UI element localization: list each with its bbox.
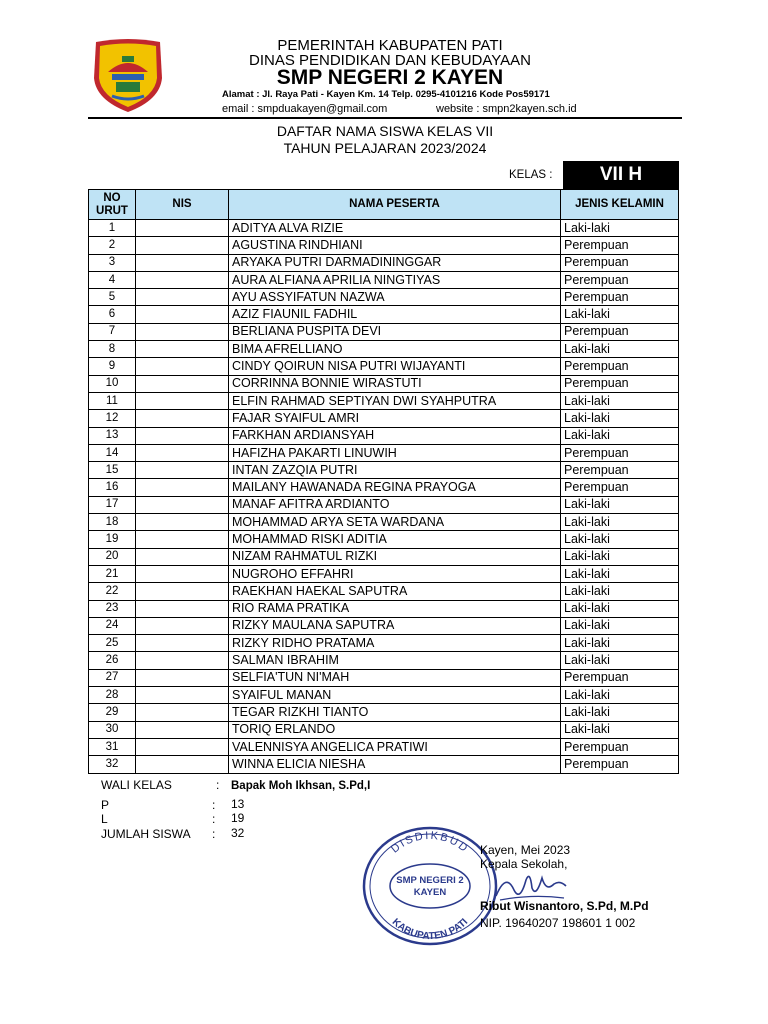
table-row	[89, 392, 679, 409]
table-row	[89, 496, 679, 513]
row-student-name: MOHAMMAD ARYA SETA WARDANA	[229, 514, 561, 531]
row-student-name: SELFIA'TUN NI'MAH	[229, 669, 561, 686]
row-nis	[136, 358, 229, 375]
row-gender: Laki-laki	[561, 721, 679, 738]
school-email[interactable]: email : smpduakayen@gmail.com	[222, 103, 388, 115]
table-row	[89, 756, 679, 773]
row-student-name: MAILANY HAWANADA REGINA PRAYOGA	[229, 479, 561, 496]
col-header-nis: NIS	[136, 190, 229, 220]
row-nis	[136, 738, 229, 755]
row-gender: Laki-laki	[561, 531, 679, 548]
class-label: KELAS :	[509, 169, 553, 181]
row-nis	[136, 323, 229, 340]
row-number: 2	[89, 237, 136, 254]
row-student-name: FARKHAN ARDIANSYAH	[229, 427, 561, 444]
row-number: 22	[89, 583, 136, 600]
homeroom-colon: :	[216, 778, 220, 792]
row-gender: Laki-laki	[561, 687, 679, 704]
row-nis	[136, 756, 229, 773]
row-nis	[136, 427, 229, 444]
row-number: 10	[89, 375, 136, 392]
row-student-name: AURA ALFIANA APRILIA NINGTIYAS	[229, 271, 561, 288]
row-student-name: AYU ASSYIFATUN NAZWA	[229, 289, 561, 306]
row-number: 7	[89, 323, 136, 340]
row-student-name: ADITYA ALVA RIZIE	[229, 220, 561, 237]
row-student-name: NUGROHO EFFAHRI	[229, 565, 561, 582]
row-number: 12	[89, 410, 136, 427]
row-student-name: BIMA AFRELLIANO	[229, 341, 561, 358]
row-number: 11	[89, 392, 136, 409]
table-row	[89, 565, 679, 582]
row-student-name: SALMAN IBRAHIM	[229, 652, 561, 669]
row-nis	[136, 220, 229, 237]
row-nis	[136, 721, 229, 738]
table-row	[89, 254, 679, 271]
regency-logo	[86, 38, 170, 114]
table-row	[89, 721, 679, 738]
row-nis	[136, 583, 229, 600]
row-gender: Laki-laki	[561, 341, 679, 358]
principal-name: Ribut Wisnantoro, S.Pd, M.Pd	[480, 899, 649, 913]
row-number: 20	[89, 548, 136, 565]
row-gender: Laki-laki	[561, 617, 679, 634]
table-row	[89, 358, 679, 375]
school-name: SMP NEGERI 2 KAYEN	[276, 66, 504, 89]
row-student-name: CORRINNA BONNIE WIRASTUTI	[229, 375, 561, 392]
row-gender: Perempuan	[561, 738, 679, 755]
table-row	[89, 427, 679, 444]
row-number: 6	[89, 306, 136, 323]
row-number: 23	[89, 600, 136, 617]
row-gender: Perempuan	[561, 289, 679, 306]
table-row	[89, 410, 679, 427]
row-gender: Laki-laki	[561, 565, 679, 582]
government-name: PEMERINTAH KABUPATEN PATI	[277, 37, 503, 54]
table-row	[89, 444, 679, 461]
row-gender: Perempuan	[561, 323, 679, 340]
row-gender: Laki-laki	[561, 392, 679, 409]
row-gender: Perempuan	[561, 358, 679, 375]
row-number: 27	[89, 669, 136, 686]
homeroom-teacher: Bapak Moh Ikhsan, S.Pd,I	[231, 780, 371, 792]
row-number: 14	[89, 444, 136, 461]
row-nis	[136, 548, 229, 565]
row-student-name: RIZKY RIDHO PRATAMA	[229, 635, 561, 652]
row-nis	[136, 704, 229, 721]
total-students-label: JUMLAH SISWA	[101, 827, 191, 841]
col-header-gender: JENIS KELAMIN	[561, 190, 679, 220]
principal-position: Kepala Sekolah,	[480, 857, 568, 871]
row-number: 25	[89, 635, 136, 652]
school-address: Alamat : Jl. Raya Pati - Kayen Km. 14 Telp. 0295-4101216 Kode Pos59171	[222, 89, 550, 100]
table-row	[89, 600, 679, 617]
header-divider	[88, 117, 682, 119]
row-number: 4	[89, 271, 136, 288]
table-row	[89, 669, 679, 686]
row-student-name: TEGAR RIZKHI TIANTO	[229, 704, 561, 721]
row-number: 9	[89, 358, 136, 375]
male-count: 19	[231, 811, 245, 825]
male-count-label: L	[101, 812, 108, 826]
col-header-name: NAMA PESERTA	[229, 190, 561, 220]
row-number: 8	[89, 341, 136, 358]
female-count: 13	[231, 797, 245, 811]
row-number: 21	[89, 565, 136, 582]
row-nis	[136, 289, 229, 306]
row-student-name: AZIZ FIAUNIL FADHIL	[229, 306, 561, 323]
row-nis	[136, 531, 229, 548]
row-gender: Laki-laki	[561, 652, 679, 669]
table-row	[89, 704, 679, 721]
row-gender: Perempuan	[561, 479, 679, 496]
row-student-name: WINNA ELICIA NIESHA	[229, 756, 561, 773]
contact-line	[222, 103, 602, 115]
row-gender: Perempuan	[561, 669, 679, 686]
stamp-center-line1: SMP NEGERI 2	[396, 875, 464, 886]
stamp-top-text: DISDIKBUD	[388, 829, 472, 856]
table-row	[89, 617, 679, 634]
col-header-no: NO URUT	[89, 190, 136, 220]
row-nis	[136, 444, 229, 461]
row-gender: Perempuan	[561, 756, 679, 773]
row-gender: Laki-laki	[561, 704, 679, 721]
total-students: 32	[231, 826, 245, 840]
row-student-name: FAJAR SYAIFUL AMRI	[229, 410, 561, 427]
row-student-name: MANAF AFITRA ARDIANTO	[229, 496, 561, 513]
table-row	[89, 548, 679, 565]
row-nis	[136, 496, 229, 513]
stamp-bottom-text: KABUPATEN PATI	[389, 916, 471, 943]
row-number: 15	[89, 462, 136, 479]
row-number: 26	[89, 652, 136, 669]
row-gender: Laki-laki	[561, 583, 679, 600]
row-gender: Laki-laki	[561, 496, 679, 513]
row-student-name: RIO RAMA PRATIKA	[229, 600, 561, 617]
table-row	[89, 738, 679, 755]
row-number: 17	[89, 496, 136, 513]
row-gender: Perempuan	[561, 237, 679, 254]
row-nis	[136, 341, 229, 358]
row-student-name: ELFIN RAHMAD SEPTIYAN DWI SYAHPUTRA	[229, 392, 561, 409]
row-number: 19	[89, 531, 136, 548]
table-row	[89, 289, 679, 306]
row-nis	[136, 254, 229, 271]
stamp-center-line2: KAYEN	[413, 887, 447, 898]
academic-year: TAHUN PELAJARAN 2023/2024	[283, 140, 487, 156]
row-number: 13	[89, 427, 136, 444]
row-gender: Laki-laki	[561, 410, 679, 427]
row-nis	[136, 617, 229, 634]
row-student-name: BERLIANA PUSPITA DEVI	[229, 323, 561, 340]
row-number: 31	[89, 738, 136, 755]
row-number: 24	[89, 617, 136, 634]
row-gender: Perempuan	[561, 462, 679, 479]
row-number: 30	[89, 721, 136, 738]
row-number: 28	[89, 687, 136, 704]
table-row	[89, 220, 679, 237]
male-count-colon: :	[212, 812, 216, 826]
row-nis	[136, 600, 229, 617]
row-gender: Laki-laki	[561, 600, 679, 617]
signing-place-date: Kayen, Mei 2023	[480, 843, 571, 857]
table-row	[89, 652, 679, 669]
row-nis	[136, 271, 229, 288]
row-gender: Laki-laki	[561, 635, 679, 652]
row-student-name: ARYAKA PUTRI DARMADININGGAR	[229, 254, 561, 271]
row-student-name: NIZAM RAHMATUL RIZKI	[229, 548, 561, 565]
principal-nip: NIP. 19640207 198601 1 002	[480, 916, 636, 930]
row-gender: Perempuan	[561, 254, 679, 271]
table-row	[89, 237, 679, 254]
row-number: 1	[89, 220, 136, 237]
table-row	[89, 531, 679, 548]
row-nis	[136, 410, 229, 427]
row-number: 32	[89, 756, 136, 773]
row-student-name: SYAIFUL MANAN	[229, 687, 561, 704]
row-gender: Laki-laki	[561, 220, 679, 237]
department-name: DINAS PENDIDIKAN DAN KEBUDAYAAN	[248, 52, 531, 69]
row-nis	[136, 514, 229, 531]
row-gender: Perempuan	[561, 271, 679, 288]
row-student-name: RAEKHAN HAEKAL SAPUTRA	[229, 583, 561, 600]
table-row	[89, 323, 679, 340]
document-title: DAFTAR NAMA SISWA KELAS VII	[276, 123, 494, 139]
row-nis	[136, 375, 229, 392]
row-nis	[136, 669, 229, 686]
row-student-name: TORIQ ERLANDO	[229, 721, 561, 738]
school-website[interactable]: website : smpn2kayen.sch.id	[436, 103, 577, 115]
row-student-name: RIZKY MAULANA SAPUTRA	[229, 617, 561, 634]
table-row	[89, 687, 679, 704]
row-gender: Perempuan	[561, 444, 679, 461]
table-row	[89, 514, 679, 531]
row-student-name: MOHAMMAD RISKI ADITIA	[229, 531, 561, 548]
row-student-name: AGUSTINA RINDHIANI	[229, 237, 561, 254]
row-number: 5	[89, 289, 136, 306]
row-gender: Laki-laki	[561, 306, 679, 323]
table-header-row	[89, 190, 679, 220]
row-gender: Laki-laki	[561, 427, 679, 444]
row-student-name: VALENNISYA ANGELICA PRATIWI	[229, 738, 561, 755]
total-students-colon: :	[212, 827, 216, 841]
row-number: 18	[89, 514, 136, 531]
table-row	[89, 583, 679, 600]
row-student-name: INTAN ZAZQIA PUTRI	[229, 462, 561, 479]
row-nis	[136, 462, 229, 479]
row-number: 3	[89, 254, 136, 271]
row-gender: Laki-laki	[561, 548, 679, 565]
row-nis	[136, 635, 229, 652]
table-row	[89, 306, 679, 323]
table-row	[89, 341, 679, 358]
row-nis	[136, 687, 229, 704]
school-stamp	[360, 825, 500, 947]
row-gender: Laki-laki	[561, 514, 679, 531]
class-value: VII H	[563, 161, 679, 189]
row-gender: Perempuan	[561, 375, 679, 392]
row-nis	[136, 237, 229, 254]
row-nis	[136, 392, 229, 409]
row-number: 29	[89, 704, 136, 721]
row-nis	[136, 479, 229, 496]
table-row	[89, 479, 679, 496]
row-nis	[136, 565, 229, 582]
student-table	[88, 189, 679, 774]
row-student-name: HAFIZHA PAKARTI LINUWIH	[229, 444, 561, 461]
table-row	[89, 375, 679, 392]
table-row	[89, 462, 679, 479]
table-row	[89, 271, 679, 288]
row-number: 16	[89, 479, 136, 496]
female-count-colon: :	[212, 798, 216, 812]
row-nis	[136, 652, 229, 669]
table-row	[89, 635, 679, 652]
homeroom-label: WALI KELAS	[101, 778, 172, 792]
row-nis	[136, 306, 229, 323]
row-student-name: CINDY QOIRUN NISA PUTRI WIJAYANTI	[229, 358, 561, 375]
female-count-label: P	[101, 798, 110, 812]
